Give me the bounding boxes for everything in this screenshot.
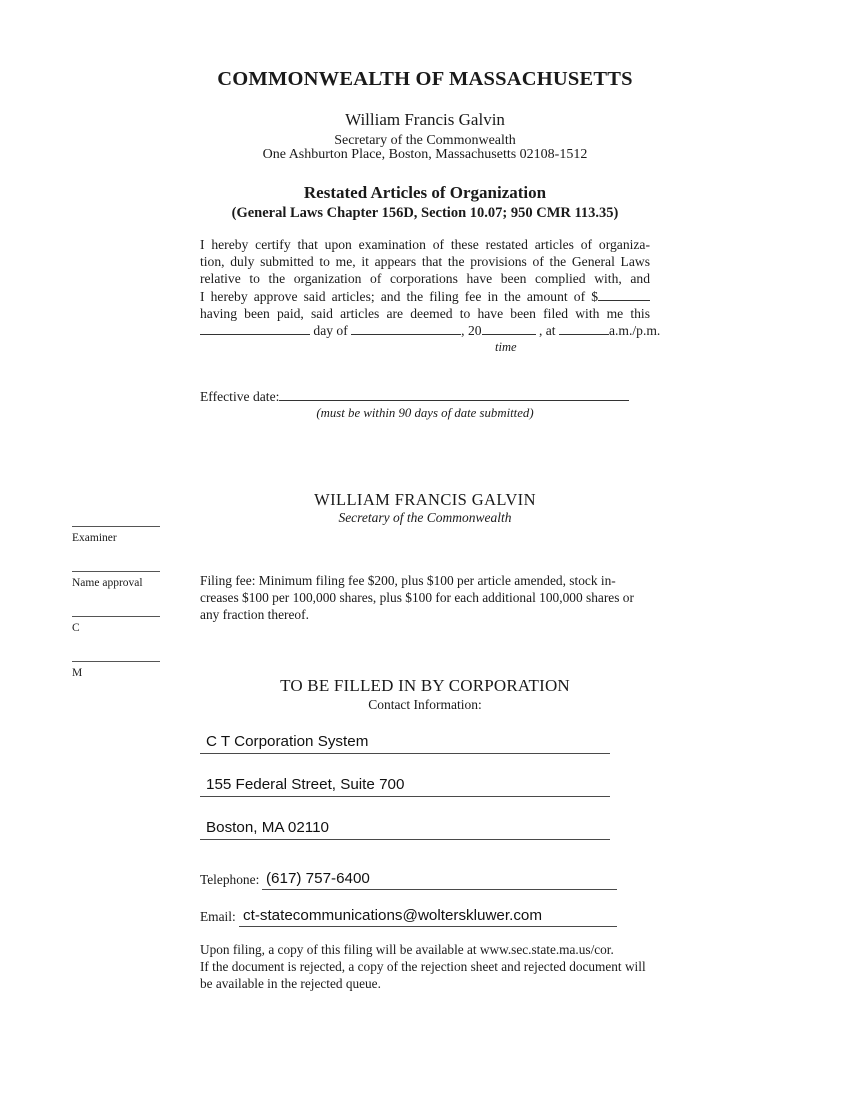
filing-fee-line-1: Filing fee: Minimum filing fee $200, plus $100 per article amended, stock in-	[200, 573, 616, 588]
footer-line-1: Upon filing, a copy of this filing will be available at www.sec.state.ma.us/cor.	[200, 942, 614, 957]
email-value: ct-statecommunications@wolterskluwer.com	[243, 907, 543, 924]
email-label: Email:	[200, 909, 236, 924]
day-of-label: day of	[313, 323, 348, 339]
effective-date-row	[200, 389, 629, 405]
year-prefix-label: , 20	[461, 323, 482, 339]
certification-line-5: having been paid, said articles are deemed to have been filed with me this	[200, 305, 650, 321]
telephone-field-row	[200, 866, 617, 890]
footer-note	[200, 941, 652, 992]
corporation-section-heading: TO BE FILLED IN BY CORPORATION	[280, 676, 570, 695]
stamp-label-m: M	[72, 667, 83, 679]
certification-line-4	[200, 288, 650, 305]
certification-line-4-text: I hereby approve said articles; and the filing fee in the amount of $	[200, 288, 598, 304]
filing-time-blank[interactable]	[559, 334, 609, 335]
telephone-value: (617) 757-6400	[266, 870, 370, 887]
page-title: COMMONWEALTH OF MASSACHUSETTS	[217, 68, 633, 90]
certification-filing-date-line	[200, 322, 661, 339]
secretary-role: Secretary of the Commonwealth	[334, 133, 516, 148]
effective-date-input[interactable]	[279, 400, 629, 401]
stamp-examiner[interactable]	[72, 526, 160, 545]
filing-year-blank[interactable]	[482, 334, 536, 335]
form-title: Restated Articles of Organization	[303, 183, 547, 202]
contact-street-value: 155 Federal Street, Suite 700	[206, 776, 405, 793]
telephone-label: Telephone:	[200, 872, 260, 887]
secretary-address: One Ashburton Place, Boston, Massachusetts 02108-1512	[262, 147, 588, 162]
signature-name: WILLIAM FRANCIS GALVIN	[314, 490, 536, 509]
stamp-name-approval[interactable]	[72, 571, 160, 590]
contact-city-state-zip-field[interactable]	[200, 814, 610, 840]
effective-date-note: (must be within 90 days of date submitted)	[316, 406, 534, 420]
certification-line-1: I hereby certify that upon examination of these restated articles of organiza-	[200, 237, 650, 252]
corporation-section-subheading: Contact Information:	[368, 697, 482, 712]
ampm-label: a.m./p.m.	[608, 323, 661, 339]
filing-fee-line-3: any fraction thereof.	[200, 607, 309, 622]
stamp-m[interactable]	[72, 661, 160, 680]
at-label: , at	[538, 323, 556, 339]
certification-line-2: tion, duly submitted to me, it appears that the provisions of the General Laws	[200, 254, 650, 270]
contact-name-field[interactable]	[200, 728, 610, 754]
filing-fee-note	[200, 572, 642, 623]
stamp-label-c: C	[72, 622, 80, 634]
contact-city-state-zip-value: Boston, MA 02110	[206, 819, 329, 836]
filing-fee-amount-blank[interactable]	[598, 300, 650, 301]
signature-role: Secretary of the Commonwealth	[338, 510, 512, 525]
email-field-row	[200, 903, 617, 927]
secretary-name: William Francis Galvin	[345, 110, 505, 129]
filing-month-blank[interactable]	[351, 334, 461, 335]
filing-fee-line-2: creases $100 per 100,000 shares, plus $100 for each additional 100,000 shares or	[200, 590, 634, 605]
stamp-c[interactable]	[72, 616, 160, 635]
stamp-label-examiner: Examiner	[72, 532, 117, 544]
filing-day-blank[interactable]	[200, 334, 310, 335]
certification-paragraph	[200, 236, 661, 339]
footer-line-2: If the document is rejected, a copy of the rejection sheet and rejected document will	[200, 959, 646, 974]
footer-line-3: be available in the rejected queue.	[200, 976, 381, 991]
time-caption: time	[495, 340, 517, 354]
certification-line-3: relative to the organization of corporations have been complied with, and	[200, 271, 650, 287]
stamp-label-name-approval: Name approval	[72, 577, 143, 589]
form-subtitle: (General Laws Chapter 156D, Section 10.07; 950 CMR 113.35)	[231, 205, 619, 221]
contact-name-value: C T Corporation System	[206, 733, 369, 750]
effective-date-label: Effective date:	[200, 389, 280, 404]
contact-street-field[interactable]	[200, 771, 610, 797]
